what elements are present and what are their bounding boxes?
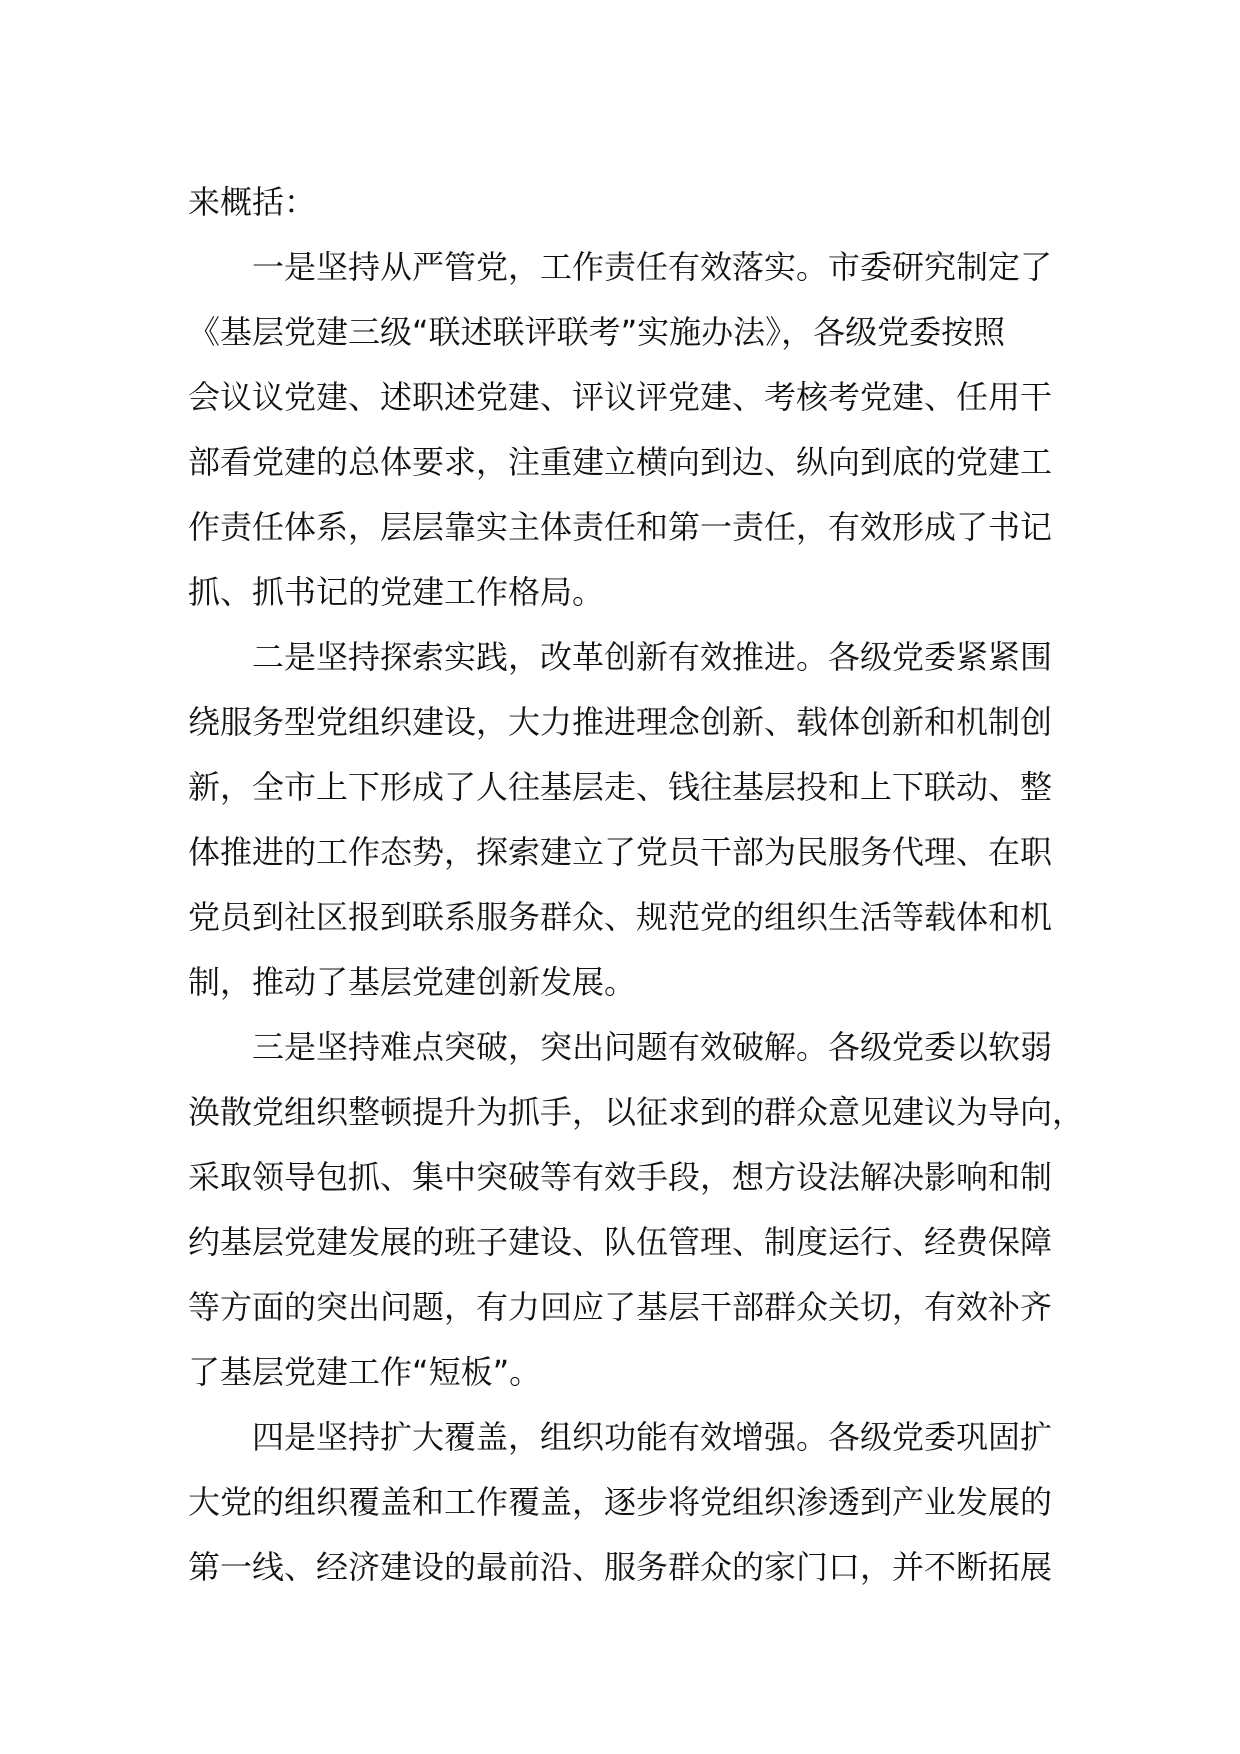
paragraph-1-line-1: 一是坚持从严管党，工作责任有效落实。市委研究制定了 [252,248,1053,286]
paragraph-3-line-6: 了基层党建工作“短板”。 [188,1353,542,1391]
paragraph-4-line-2: 大党的组织覆盖和工作覆盖，逐步将党组织渗透到产业发展的 [188,1483,1053,1521]
paragraph-3-line-3: 采取领导包抓、集中突破等有效手段，想方设法解决影响和制 [188,1158,1053,1196]
paragraph-1-line-2: 《基层党建三级“联述联评联考”实施办法》，各级党委按照 [188,313,1006,351]
continued-paragraph-line-1: 来概括： [188,183,317,221]
paragraph-2-line-2: 绕服务型党组织建设，大力推进理念创新、载体创新和机制创 [188,703,1053,741]
paragraph-4-line-1: 四是坚持扩大覆盖，组织功能有效增强。各级党委巩固扩 [252,1418,1053,1456]
paragraph-3-line-5: 等方面的突出问题，有力回应了基层干部群众关切，有效补齐 [188,1288,1053,1326]
paragraph-4-line-3: 第一线、经济建设的最前沿、服务群众的家门口，并不断拓展 [188,1548,1053,1586]
paragraph-1-line-5: 作责任体系，层层靠实主体责任和第一责任，有效形成了书记 [188,508,1053,546]
paragraph-1-line-3: 会议议党建、述职述党建、评议评党建、考核考党建、任用干 [188,378,1053,416]
paragraph-3-line-1: 三是坚持难点突破，突出问题有效破解。各级党委以软弱 [252,1028,1053,1066]
document-body-text [188,170,1088,1600]
paragraph-3-line-4: 约基层党建发展的班子建设、队伍管理、制度运行、经费保障 [188,1223,1053,1261]
paragraph-2-line-5: 党员到社区报到联系服务群众、规范党的组织生活等载体和机 [188,898,1053,936]
paragraph-2-line-4: 体推进的工作态势，探索建立了党员干部为民服务代理、在职 [188,833,1053,871]
paragraph-2-line-3: 新，全市上下形成了人往基层走、钱往基层投和上下联动、整 [188,768,1053,806]
paragraph-3-line-2: 涣散党组织整顿提升为抓手，以征求到的群众意见建议为导向， [188,1093,1085,1131]
paragraph-2-line-6: 制，推动了基层党建创新发展。 [188,963,637,1001]
paragraph-1-line-4: 部看党建的总体要求，注重建立横向到边、纵向到底的党建工 [188,443,1053,481]
paragraph-2-line-1: 二是坚持探索实践，改革创新有效推进。各级党委紧紧围 [252,638,1053,676]
paragraph-1-line-6: 抓、抓书记的党建工作格局。 [188,573,605,611]
